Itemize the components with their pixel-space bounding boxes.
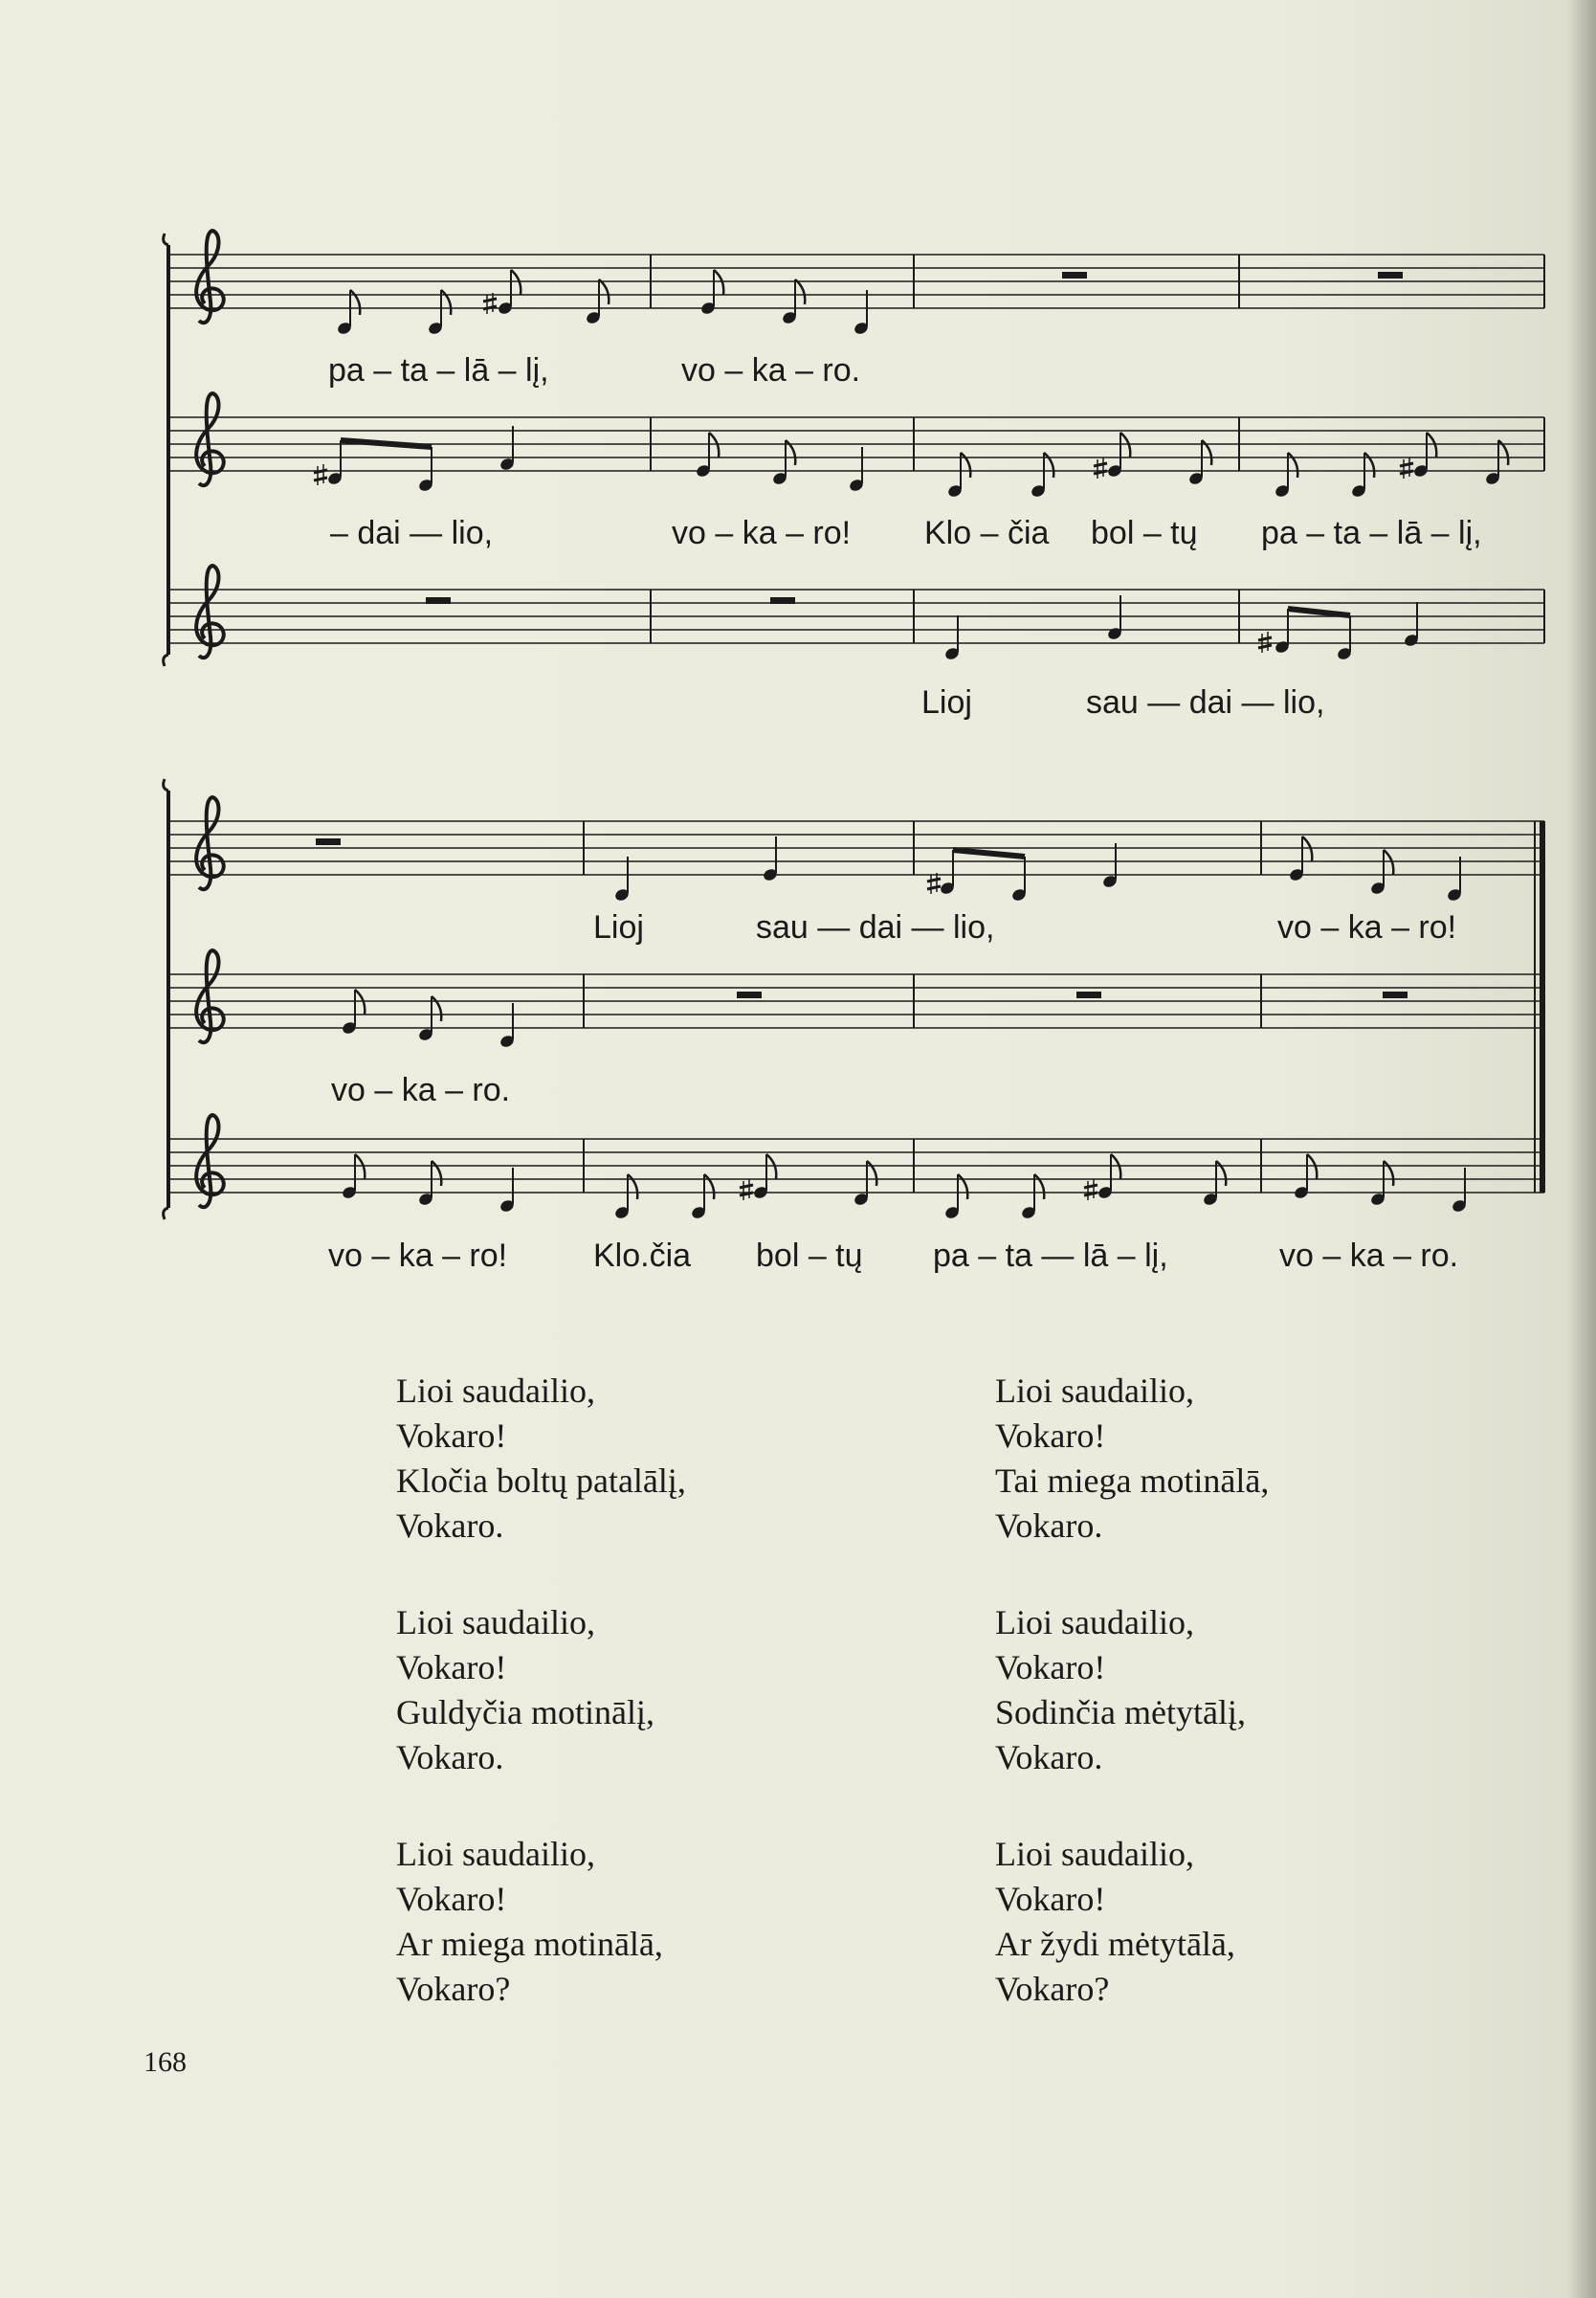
verse-2-left: Lioi saudailio, Vokaro! Kločia boltų patalālį, Vokaro. [396, 1372, 686, 1545]
lyric: sau — dai — lio, [756, 909, 995, 946]
lyric: Klo.čia [593, 1238, 692, 1274]
verse-2-right: Lioi saudailio, Vokaro! Tai miega motinālā, Vokaro. [995, 1372, 1270, 1545]
system-1 [164, 234, 1544, 666]
lyric: bol – tų [756, 1238, 863, 1274]
lyric: bol – tų [1091, 515, 1198, 551]
lyric: vo – ka – ro! [1277, 909, 1457, 946]
lyric: vo – ka – ro. [1279, 1238, 1459, 1274]
lyric: Lioj [921, 684, 972, 721]
lyric: – dai — lio, [330, 515, 494, 551]
lyric: pa – ta – lā – lį, [328, 352, 549, 389]
verse-4-left: Lioi saudailio, Vokaro! Ar miega motinālā, Vokaro? [396, 1835, 663, 2008]
verse-3-left: Lioi saudailio, Vokaro! Guldyčia motinālį, Vokaro. [396, 1603, 654, 1776]
lyric: Klo – čia [924, 515, 1050, 551]
lyric: Lioj [593, 909, 644, 946]
page-number: 168 [144, 2046, 187, 2078]
system-2 [164, 779, 1544, 1219]
lyric: vo – ka – ro! [672, 515, 852, 551]
lyric: vo – ka – ro. [681, 352, 861, 389]
lyric: pa – ta – lā – lį, [1261, 515, 1482, 551]
lyric: sau — dai — lio, [1086, 684, 1325, 721]
lyric: pa – ta — lā – lį, [933, 1238, 1168, 1274]
verse-4-right: Lioi saudailio, Vokaro! Ar žydi mėtytālā, Vokaro? [995, 1835, 1235, 2008]
lyric: vo – ka – ro! [328, 1238, 508, 1274]
verse-3-right: Lioi saudailio, Vokaro! Sodinčia mėtytālį, Vokaro. [995, 1603, 1246, 1776]
lyric: vo – ka – ro. [331, 1072, 511, 1108]
